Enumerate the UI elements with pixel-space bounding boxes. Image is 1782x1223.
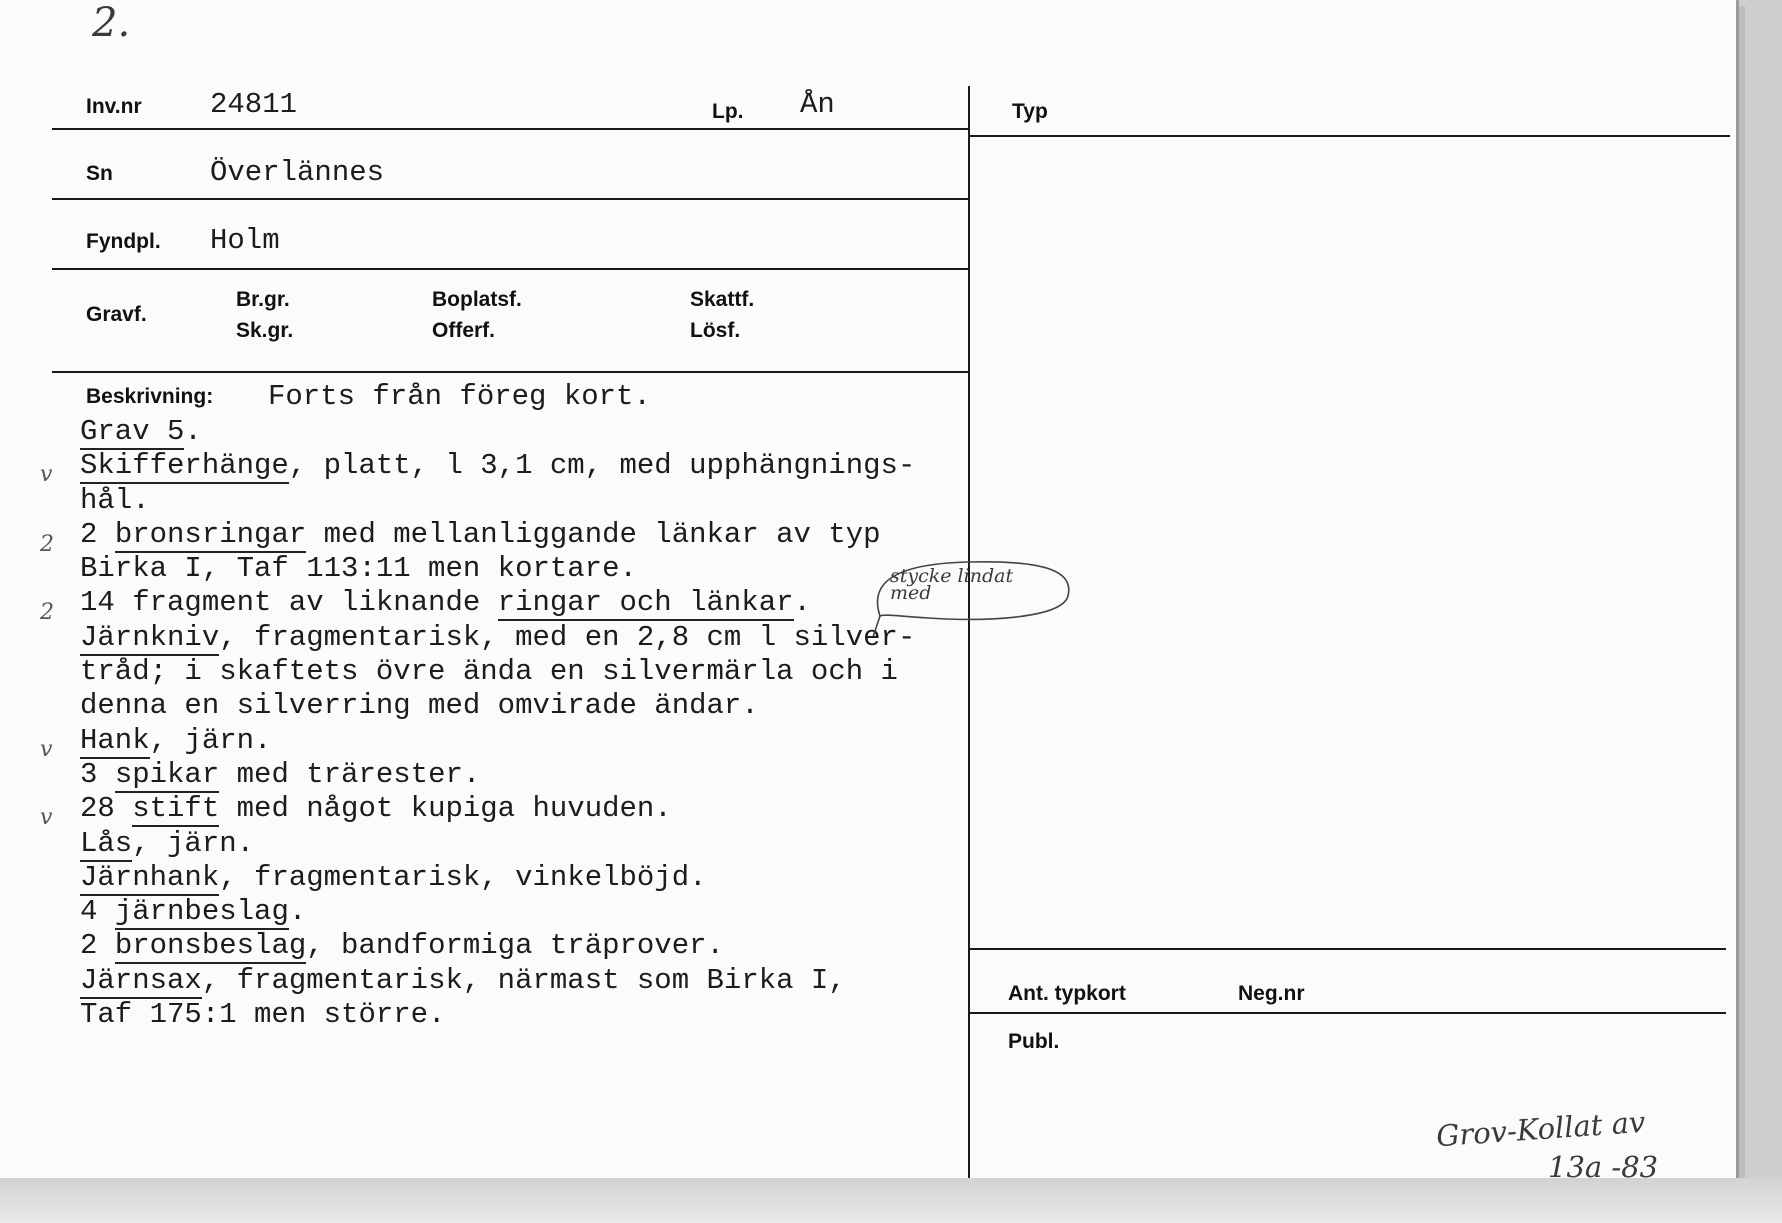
description-term: bronsbeslag [114,929,307,963]
margin-tick: 2 [40,532,54,557]
description-text: , platt, l 3,1 cm, med upphängnings- [288,449,916,483]
description-line [80,998,915,1032]
description-term: Grav 5 [80,415,185,448]
description-text: Taf 175:1 men större. [80,998,446,1032]
rule-1 [52,128,968,130]
gravf-label: Gravf. [86,303,147,326]
description-text: 14 fragment av liknande [80,586,498,620]
description-text: . [184,415,202,448]
description-term: spikar [114,757,220,791]
description-text: . [288,895,307,929]
description-line [80,586,915,620]
description-text: , järn. [149,723,272,757]
margin-tick: v [40,805,53,830]
skgr-label: Sk.gr. [236,319,294,342]
description-line [80,621,915,655]
margin-tick: 2 [40,600,54,625]
description-term: järnbeslag [114,895,289,929]
rule-3 [52,268,968,270]
description-text: 2 [80,929,115,963]
description-text: , fragmentarisk, vinkelböjd. [219,860,707,894]
brgr-label: Br.gr. [236,288,290,311]
publ-label: Publ. [1008,1030,1060,1053]
description-text: , fragmentarisk, närmast som Birka I, [201,963,846,997]
offerf-label: Offerf. [432,319,495,342]
typ-label: Typ [1012,100,1048,123]
negnr-label: Neg.nr [1238,982,1305,1005]
description-line [80,449,915,483]
description-text: med mellanliggande länkar av typ [306,517,881,551]
description-line [80,484,915,518]
fyndpl-value: Holm [210,224,280,257]
description-line [80,415,915,449]
description-text: hål. [80,483,150,517]
description-term: Skifferhänge [80,449,289,483]
description-term: Järnhank [80,860,220,894]
description-line [80,655,915,689]
description-line [80,929,915,963]
description-text: med något kupiga huvuden. [219,792,672,826]
rule-4 [52,371,968,373]
description-term: Hank [80,723,150,757]
description-line [80,518,915,552]
description-text: , fragmentarisk, med en 2,8 cm l silver- [219,620,916,654]
description-text: Birka I, Taf 113:11 men kortare. [80,552,637,586]
description-line [80,552,915,586]
description-line [80,758,915,792]
margin-tick: v [40,737,53,762]
fyndpl-label: Fyndpl. [86,230,161,253]
description-line [80,689,915,723]
description-text: 2 [80,517,115,551]
inv-label: Inv.nr [86,95,142,118]
skattf-label: Skattf. [690,288,755,311]
description-line [80,827,915,861]
losf-label: Lösf. [690,319,741,342]
boplatsf-label: Boplatsf. [432,288,522,311]
description-term: ringar och länkar [497,586,794,620]
rule-typ [970,135,1730,137]
description-text: , bandformiga träprover. [306,929,724,963]
description-term: Järnkniv [80,620,220,654]
description-term: Järnsax [80,963,202,997]
lp-value: Ån [800,88,835,121]
description-line [80,792,915,826]
description-text: 3 [80,757,115,791]
handwritten-note-line1: Grov-Kollat av [1435,1104,1647,1154]
description-term: stift [132,792,220,826]
description-text: 4 [80,895,115,929]
beskrivning-label: Beskrivning: [86,385,214,408]
description-text: , järn. [132,826,255,860]
description-line [80,964,915,998]
description-text: 28 [80,792,133,826]
description-list [80,415,915,1032]
lp-label: Lp. [712,100,744,123]
rule-publ [970,1012,1726,1014]
margin-tick: v [40,462,53,487]
description-line [80,861,915,895]
handwritten-insert: stycke lindat med [890,565,1014,604]
handwritten-note-line2: 13a -83 [1548,1150,1659,1181]
description-text: med trärester. [219,757,481,791]
sn-label: Sn [86,162,113,185]
rule-2 [52,198,968,200]
description-term: Lås [80,826,133,860]
description-text: denna en silverring med omvirade ändar. [80,689,759,723]
description-term: bronsringar [114,517,307,551]
corner-mark: 2. [92,0,131,46]
rule-ant [970,948,1726,950]
description-line [80,895,915,929]
sn-value: Överlännes [210,156,385,189]
beskrivning-intro: Forts från föreg kort. [268,380,651,413]
ant-typkort-label: Ant. typkort [1008,982,1126,1005]
scan-shadow [0,1178,1782,1223]
description-line [80,724,915,758]
inv-value: 24811 [210,88,298,121]
description-text: . [793,586,811,620]
description-text: tråd; i skaftets övre ända en silvermärla och i [80,655,898,689]
